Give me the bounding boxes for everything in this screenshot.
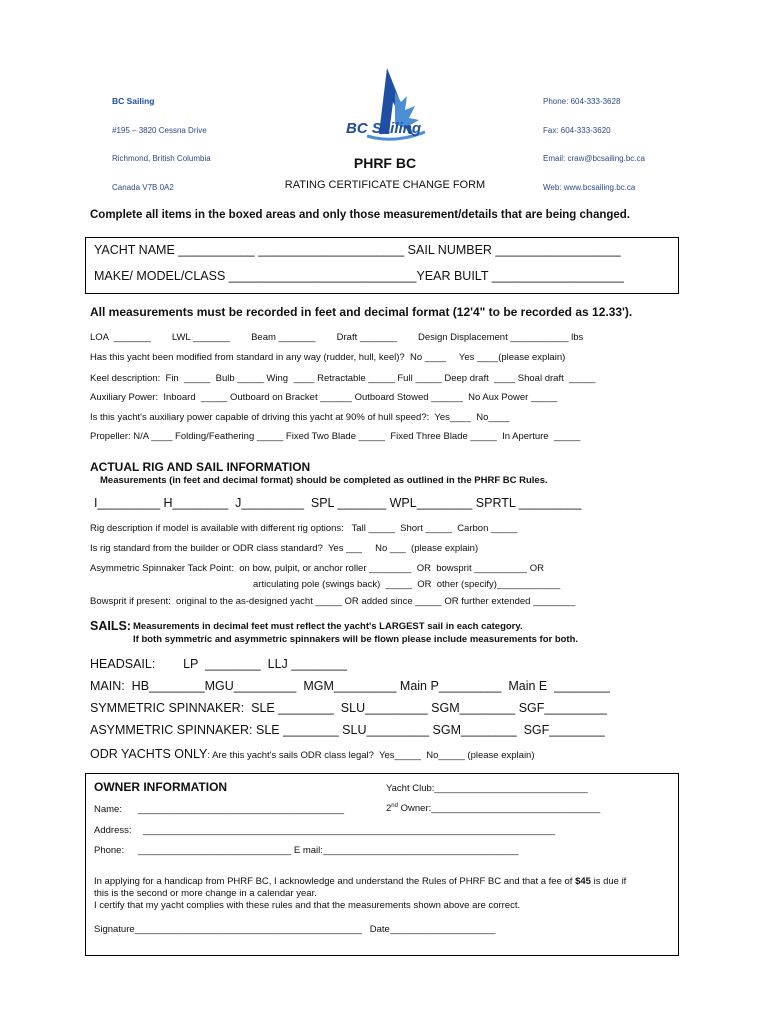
contact-line: Phone: 604-333-3628 <box>543 97 621 106</box>
odr-line[interactable] <box>90 745 535 763</box>
odr-question: : Are this yacht's sails ODR class legal? Yes_____ No_____ (please explain) <box>207 750 535 761</box>
spinnaker-tack-line-1[interactable]: Asymmetric Spinnaker Tack Point: on bow, pulpit, or anchor roller ________ OR bowsprit __________ OR <box>90 563 544 574</box>
address-line: #195 – 3820 Cessna Drive <box>112 125 207 135</box>
sails-note-2: If both symmetric and asymmetric spinnakers will be flown please include measurements for both. <box>133 634 579 645</box>
yacht-name-sail-number-line[interactable]: YACHT NAME ___________ _____________________ SAIL NUMBER __________________ <box>94 243 621 257</box>
declaration-text: is due if <box>590 876 627 887</box>
phone-label: Phone: <box>94 845 125 856</box>
contact-line: Fax: 604-333-3620 <box>543 125 611 135</box>
declaration-text: In applying for a handicap from PHRF BC, I acknowledge and understand the Rules of PHRF BC and that a fee of <box>94 876 576 887</box>
hull-speed-question[interactable]: Is this yacht's auxiliary power capable of driving this yacht at 90% of hull speed?: Yes____ No____ <box>90 412 510 423</box>
address-label: Address: <box>94 825 132 836</box>
name-field[interactable]: _______________________________________ <box>138 804 345 815</box>
spinnaker-tack-line-2[interactable]: articulating pole (swings back) _____ OR other (specify)____________ <box>253 579 561 590</box>
keel-description[interactable]: Keel description: Fin _____ Bulb _____ Wing ____ Retractable _____ Full _____ Deep draft ____ Shoal draft _____ <box>90 373 596 384</box>
asymmetric-spinnaker-line[interactable]: ASYMMETRIC SPINNAKER: SLE ________ SLU_________ SGM________ SGF________ <box>90 723 605 737</box>
name-label: Name: <box>94 804 122 815</box>
form-subtitle: RATING CERTIFICATE CHANGE FORM <box>284 179 486 191</box>
measurements-heading: All measurements must be recorded in feet and decimal format (12'4" to be recorded as 12.33'). <box>90 305 633 319</box>
org-name: BC Sailing <box>112 96 155 106</box>
contact-line: Web: www.bcsailing.bc.ca <box>543 182 636 192</box>
odr-label: ODR YACHTS ONLY <box>90 747 208 761</box>
rig-note: Measurements (in feet and decimal format) should be completed as outlined in the PHRF BC Rules. <box>100 475 548 486</box>
phone-email-field[interactable]: _____________________________ E mail:_____________________________________ <box>138 845 519 856</box>
rig-standard-question[interactable]: Is rig standard from the builder or ODR class standard? Yes ___ No ___ (please explain) <box>90 543 479 554</box>
sail-logo-icon <box>349 62 439 158</box>
second-owner-text: 2 <box>386 803 392 815</box>
main-line[interactable]: MAIN: HB________MGU_________ MGM_________ Main P_________ Main E ________ <box>90 679 610 693</box>
address-line: Richmond, British Columbia <box>112 154 211 163</box>
rig-description[interactable]: Rig description if model is available with different rig options: Tall _____ Short _____ Carbon _____ <box>90 523 518 534</box>
second-owner-text: Owner:________________________________ <box>397 803 601 815</box>
sails-note-1: Measurements in decimal feet must reflect the yacht's LARGEST sail in each category. <box>133 621 523 632</box>
fee-amount: $45 <box>575 876 591 887</box>
declaration-line-2: this is the second or more change in a calendar year. <box>94 888 317 899</box>
owner-heading: OWNER INFORMATION <box>94 780 228 794</box>
second-owner-field[interactable] <box>386 803 600 814</box>
yacht-club-field[interactable]: Yacht Club:_____________________________ <box>386 783 588 794</box>
logo-text: BC Sailing <box>346 120 422 137</box>
sails-label: SAILS: <box>90 619 131 633</box>
bowsprit-line[interactable]: Bowsprit if present: original to the as-designed yacht _____ OR added since _____ OR further extended ________ <box>90 596 576 607</box>
symmetric-spinnaker-line[interactable]: SYMMETRIC SPINNAKER: SLE ________ SLU_________ SGM________ SGF_________ <box>90 701 607 715</box>
page-title: PHRF BC <box>353 155 417 171</box>
address-line: Canada V7B 0A2 <box>112 182 174 192</box>
contact-line: Email: craw@bcsailing.bc.ca <box>543 154 645 163</box>
signature-date-line[interactable]: Signature___________________________________________ Date____________________ <box>94 924 496 935</box>
hull-measurements-line[interactable]: LOA _______ LWL _______ Beam _______ Draft _______ Design Displacement ___________ lbs <box>90 332 584 343</box>
propeller-line[interactable]: Propeller: N/A ____ Folding/Feathering _____ Fixed Two Blade _____ Fixed Three Blade _____ In Aperture _____ <box>90 431 581 442</box>
auxiliary-power[interactable]: Auxiliary Power: Inboard _____ Outboard on Bracket ______ Outboard Stowed ______ No Aux Power _____ <box>90 392 558 403</box>
declaration-line-3: I certify that my yacht complies with these rules and that the measurements shown above are correct. <box>94 900 521 911</box>
make-model-year-line[interactable]: MAKE/ MODEL/CLASS ___________________________YEAR BUILT ___________________ <box>94 269 624 283</box>
bc-sailing-logo <box>340 44 430 140</box>
rig-heading: ACTUAL RIG AND SAIL INFORMATION <box>90 460 311 474</box>
declaration-line-1 <box>94 876 626 887</box>
rig-dimensions-line[interactable]: I_________ H________ J_________ SPL _______ WPL________ SPRTL _________ <box>94 496 582 510</box>
instruction-text: Complete all items in the boxed areas and only those measurement/details that are being changed. <box>90 209 631 221</box>
second-owner-sup: nd <box>391 803 398 809</box>
headsail-line[interactable]: HEADSAIL: LP ________ LLJ ________ <box>90 657 347 671</box>
address-field[interactable]: ______________________________________________________________________________ <box>143 825 556 836</box>
modified-question[interactable]: Has this yacht been modified from standard in any way (rudder, hull, keel)? No ____ Yes ____(please explain) <box>90 352 566 363</box>
